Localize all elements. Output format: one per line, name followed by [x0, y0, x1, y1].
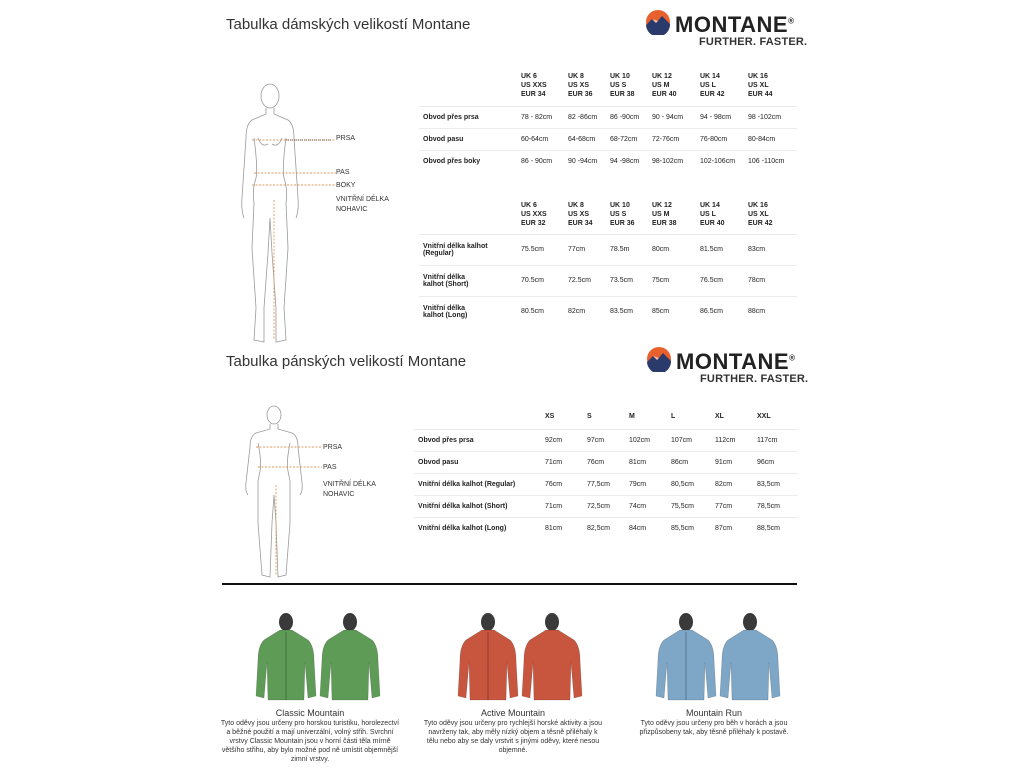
table-cell: 107cm	[667, 429, 711, 451]
section-divider	[222, 583, 797, 585]
men-label-inseam-1: VNITŘNÍ DÉLKA	[323, 481, 376, 488]
fit-mountain-run-description: Tyto oděvy jsou určeny pro běh v horách a jsou přizpůsobeny tak, aby těsně přiléhaly k postavě.	[639, 720, 789, 736]
jacket-back	[320, 630, 380, 700]
row-label: Vnitřní délka kalhot (Short)	[419, 265, 517, 296]
women-label-hips: BOKY	[336, 182, 356, 189]
table-cell: 98-102cm	[648, 150, 696, 172]
men-table-header	[414, 405, 798, 429]
table-cell: 97cm	[583, 429, 625, 451]
women-label-chest: PRSA	[336, 135, 356, 142]
fit-classic-mountain-image	[250, 610, 390, 710]
size-col: XXL	[757, 413, 771, 421]
table-cell: 72.5cm	[564, 265, 606, 296]
table-cell: 81cm	[541, 517, 583, 539]
size-col: UK 10 US S EUR 36	[610, 202, 635, 228]
table-cell: 85,5cm	[667, 517, 711, 539]
fit-active-mountain-title: Active Mountain	[480, 708, 546, 718]
men-label-chest: PRSA	[323, 444, 343, 451]
table-cell: 78cm	[744, 265, 797, 296]
table-cell: 71cm	[541, 451, 583, 473]
table-cell: 80,5cm	[667, 473, 711, 495]
women-table-bottom-header	[419, 196, 797, 234]
table-row	[419, 234, 797, 265]
fit-mountain-run-title: Mountain Run	[685, 708, 743, 718]
row-label: Obvod pasu	[414, 451, 541, 473]
table-cell: 77cm	[711, 495, 753, 517]
table-row	[419, 150, 797, 172]
table-cell: 72-76cm	[648, 128, 696, 150]
size-col: UK 16 US XL EUR 42	[748, 202, 773, 228]
montane-logo	[646, 346, 809, 386]
size-col: UK 12 US M EUR 38	[652, 202, 677, 228]
fit-classic-mountain-description: Tyto oděvy jsou určeny pro horskou turistiku, horolezectví a běžné použití a mají univerzální, volný střih. Svrchní vrstvy Classic Mountain jsou v horní části těla mírně většího střihu, aby bylo možné pod ně umístit objemnější zimní vrstvy.	[220, 720, 400, 763]
women-label-inseam-2: NOHAVIC	[336, 206, 368, 213]
table-cell: 98 -102cm	[744, 106, 797, 128]
table-cell: 77cm	[564, 234, 606, 265]
size-col: UK 14 US L EUR 40	[700, 202, 725, 228]
size-col: UK 16 US XL EUR 44	[748, 73, 773, 99]
mannequin-front-head	[279, 613, 293, 631]
table-row	[414, 495, 798, 517]
row-label: Vnitřní délka kalhot (Regular)	[414, 473, 541, 495]
table-cell: 86 - 90cm	[517, 150, 564, 172]
size-col: UK 8 US XS EUR 34	[568, 202, 593, 228]
montane-logo-icon	[646, 346, 672, 372]
table-cell: 84cm	[625, 517, 667, 539]
table-row	[414, 517, 798, 539]
table-cell: 85cm	[648, 296, 696, 327]
table-cell: 83,5cm	[753, 473, 798, 495]
table-cell: 81cm	[625, 451, 667, 473]
row-label: Obvod pasu	[419, 128, 517, 150]
table-cell: 90 -94cm	[564, 150, 606, 172]
fit-classic-mountain-title: Classic Mountain	[275, 708, 345, 718]
table-cell: 76cm	[583, 451, 625, 473]
jacket-back	[720, 630, 780, 700]
row-label: Vnitřní délka kalhot (Long)	[414, 517, 541, 539]
table-cell: 94 -98cm	[606, 150, 648, 172]
size-col: S	[587, 413, 592, 421]
table-cell: 83cm	[744, 234, 797, 265]
size-col: UK 6 US XXS EUR 34	[521, 73, 547, 99]
table-cell: 92cm	[541, 429, 583, 451]
table-cell: 83.5cm	[606, 296, 648, 327]
size-col: UK 10 US S EUR 38	[610, 73, 635, 99]
table-cell: 88,5cm	[753, 517, 798, 539]
table-cell: 82cm	[711, 473, 753, 495]
table-cell: 82 -86cm	[564, 106, 606, 128]
table-cell: 106 -110cm	[744, 150, 797, 172]
table-row	[419, 128, 797, 150]
men-size-chart-title: Tabulka pánských velikostí Montane	[226, 353, 467, 370]
women-table-top-header	[419, 66, 797, 106]
size-col: XL	[715, 413, 724, 421]
table-cell: 91cm	[711, 451, 753, 473]
table-cell: 86 -90cm	[606, 106, 648, 128]
table-cell: 72,5cm	[583, 495, 625, 517]
table-cell: 60-64cm	[517, 128, 564, 150]
mannequin-back-head	[545, 613, 559, 631]
table-cell: 81.5cm	[696, 234, 744, 265]
table-cell: 76.5cm	[696, 265, 744, 296]
women-table-bottom	[419, 196, 797, 327]
table-cell: 87cm	[711, 517, 753, 539]
table-cell: 102-106cm	[696, 150, 744, 172]
table-cell: 80.5cm	[517, 296, 564, 327]
table-row	[419, 296, 797, 327]
row-label: Obvod přes prsa	[419, 106, 517, 128]
size-col: UK 6 US XXS EUR 32	[521, 202, 547, 228]
table-cell: 79cm	[625, 473, 667, 495]
table-cell: 86cm	[667, 451, 711, 473]
table-cell: 70.5cm	[517, 265, 564, 296]
table-cell: 78 - 82cm	[517, 106, 564, 128]
table-cell: 75cm	[648, 265, 696, 296]
montane-logo-icon	[645, 9, 671, 35]
table-row	[419, 265, 797, 296]
logo-tagline: FURTHER. FASTER.	[700, 373, 809, 385]
table-cell: 74cm	[625, 495, 667, 517]
mannequin-front-head	[679, 613, 693, 631]
table-cell: 73.5cm	[606, 265, 648, 296]
table-cell: 75,5cm	[667, 495, 711, 517]
table-cell: 64-68cm	[564, 128, 606, 150]
fit-mountain-run-image	[650, 610, 790, 710]
women-label-inseam-1: VNITŘNÍ DÉLKA	[336, 196, 389, 203]
men-body-figure	[242, 403, 322, 583]
table-cell: 76cm	[541, 473, 583, 495]
table-row	[414, 451, 798, 473]
size-col: UK 8 US XS EUR 36	[568, 73, 593, 99]
table-cell: 75.5cm	[517, 234, 564, 265]
row-label: Vnitřní délka kalhot (Regular)	[419, 234, 517, 265]
table-row	[419, 106, 797, 128]
table-cell: 76-80cm	[696, 128, 744, 150]
table-cell: 71cm	[541, 495, 583, 517]
size-col: UK 12 US M EUR 40	[652, 73, 677, 99]
row-label: Vnitřní délka kalhot (Short)	[414, 495, 541, 517]
table-row	[414, 429, 798, 451]
mannequin-back-head	[743, 613, 757, 631]
montane-logo	[645, 9, 808, 49]
mannequin-front-head	[481, 613, 495, 631]
size-col: M	[629, 413, 635, 421]
mannequin-back-head	[343, 613, 357, 631]
logo-brand: MONTANE®	[676, 349, 796, 374]
men-label-inseam-2: NOHAVIC	[323, 491, 355, 498]
jacket-back	[522, 630, 582, 700]
table-cell: 96cm	[753, 451, 798, 473]
men-label-waist: PAS	[323, 464, 337, 471]
row-label: Obvod přes prsa	[414, 429, 541, 451]
row-label: Vnitřní délka kalhot (Long)	[419, 296, 517, 327]
table-cell: 82,5cm	[583, 517, 625, 539]
table-cell: 94 - 98cm	[696, 106, 744, 128]
size-col: XS	[545, 413, 555, 421]
logo-brand: MONTANE®	[675, 12, 795, 37]
table-cell: 117cm	[753, 429, 798, 451]
table-cell: 82cm	[564, 296, 606, 327]
table-cell: 78,5cm	[753, 495, 798, 517]
women-body-figure	[236, 78, 336, 350]
row-label: Obvod přes boky	[419, 150, 517, 172]
men-table	[414, 405, 798, 539]
women-size-chart-title: Tabulka dámských velikostí Montane	[226, 16, 471, 33]
table-cell: 112cm	[711, 429, 753, 451]
table-cell: 68-72cm	[606, 128, 648, 150]
size-col: UK 14 US L EUR 42	[700, 73, 725, 99]
table-cell: 90 - 94cm	[648, 106, 696, 128]
women-table-top	[419, 66, 797, 172]
fit-active-mountain-description: Tyto oděvy jsou určeny pro rychlejší horské aktivity a jsou navrženy tak, aby měly nízký objem a těsně přiléhaly k tělu nebo aby se daly vrstvit s jinými oděvy, které nesou objemné.	[423, 720, 603, 754]
table-cell: 80cm	[648, 234, 696, 265]
table-row	[414, 473, 798, 495]
table-cell: 80-84cm	[744, 128, 797, 150]
women-label-waist: PAS	[336, 169, 350, 176]
table-cell: 78.5m	[606, 234, 648, 265]
fit-active-mountain-image	[452, 610, 592, 710]
table-cell: 86.5cm	[696, 296, 744, 327]
table-cell: 77,5cm	[583, 473, 625, 495]
table-cell: 102cm	[625, 429, 667, 451]
size-col: L	[671, 413, 676, 421]
logo-tagline: FURTHER. FASTER.	[699, 36, 808, 48]
table-cell: 88cm	[744, 296, 797, 327]
